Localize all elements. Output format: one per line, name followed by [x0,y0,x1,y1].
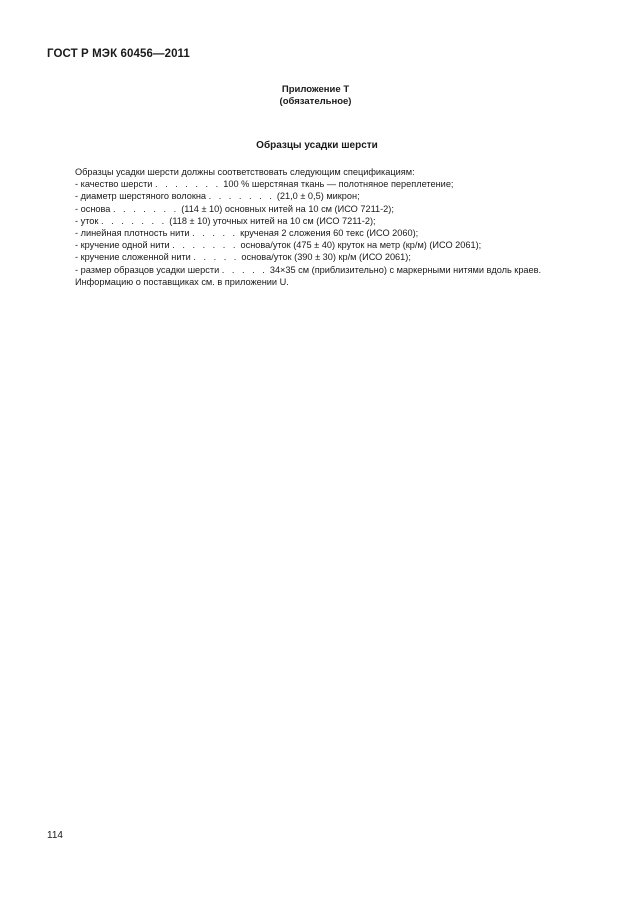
spec-dots: . . . . . [193,252,239,263]
spec-item [75,190,595,202]
spec-dots: . . . . . . . [172,240,238,251]
spec-dots: . . . . . [221,264,268,275]
spec-name: - линейная плотность нити [75,228,190,239]
spec-dots: . . . . . . . [154,179,221,190]
spec-value: основа/уток (390 ± 30) кр/м (ИСО 2061); [241,252,411,263]
spec-name: - кручение сложенной нити [75,252,191,263]
spec-item [75,251,595,263]
spec-value: крученая 2 сложения 60 текс (ИСО 2060); [240,228,419,239]
spec-body [75,166,595,288]
spec-name: - основа [75,203,111,214]
spec-name: - диаметр шерстяного волокна [75,191,207,202]
spec-value: (114 ± 10) основных нитей на 10 см (ИСО 7211-2); [181,203,394,214]
spec-name: - уток [75,215,99,226]
spec-item [75,178,595,190]
spec-dots: . . . . . [192,228,238,239]
document-code-header: ГОСТ Р МЭК 60456—2011 [47,48,190,60]
spec-name: - кручение одной нити [75,240,170,251]
spec-intro: Образцы усадки шерсти должны соответствовать следующим спецификациям: [75,167,415,177]
spec-item [75,203,595,215]
spec-dots: . . . . . . . [112,203,179,214]
spec-value: 100 % шерстяная ткань — полотняное переплетение; [223,179,454,190]
appendix-status: (обязательное) [279,96,352,107]
spec-value: (21,0 ± 0,5) микрон; [276,191,360,202]
spec-name: - размер образцов усадки шерсти [75,264,220,275]
spec-item [75,215,595,227]
spec-item [75,264,595,276]
spec-item [75,239,595,251]
spec-dots: . . . . . . . [101,215,167,226]
section-heading: Образцы усадки шерсти [256,140,378,151]
spec-item [75,227,595,239]
page-number: 114 [47,830,63,841]
spec-name: - качество шерсти [75,179,153,190]
appendix-title [0,84,630,108]
spec-value: 34×35 см (приблизительно) с маркерными нитями вдоль краев. [269,264,542,275]
spec-value: (118 ± 10) уточных нитей на 10 см (ИСО 7211-2); [169,215,376,226]
supplier-note: Информацию о поставщиках см. в приложении U. [75,276,289,287]
spec-value: основа/уток (475 ± 40) круток на метр (кр/м) (ИСО 2061); [240,240,482,251]
appendix-label: Приложение Т [281,84,350,95]
spec-dots: . . . . . . . [208,191,275,202]
